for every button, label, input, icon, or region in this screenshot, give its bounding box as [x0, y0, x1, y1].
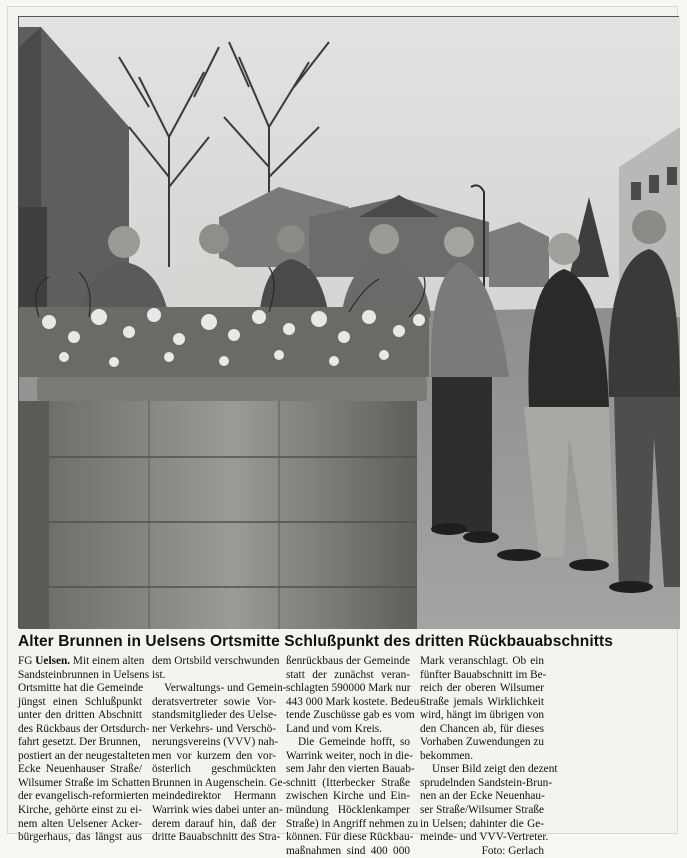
article-line: nen an der Ecke Neuenhau-: [420, 790, 545, 803]
article-line: in Uelsen; dahinter die Ge-: [420, 817, 544, 830]
article-line: nem alten Uelsener Acker-: [18, 817, 142, 830]
article-line: meindedirektor Hermann: [152, 790, 276, 803]
article-line: Vorhaben Zuwendungen zu: [420, 736, 545, 749]
article-line: Ortsmitte hat die Gemeinde: [18, 682, 144, 695]
article-line: Warrink weiter, noch in die-: [286, 749, 413, 762]
article-headline: Alter Brunnen in Uelsens Ortsmitte Schlußpunkt des dritten Rückbauabschnitts: [18, 633, 613, 650]
article-column-3: [286, 655, 424, 857]
article-line: deratsvertreter sowie Vor-: [152, 695, 276, 708]
article-line: bürgerhaus, das längst aus: [18, 831, 142, 844]
article-line: standsmitglieder des Uelse-: [152, 709, 277, 722]
article-line: Sandsteinbrunnen in Uelsens: [18, 668, 150, 681]
article-line: Mark veranschlagt. Ob ein: [420, 655, 544, 667]
article-line: men vor kurzem den vor-: [152, 749, 276, 762]
article-line: postiert an der neugestalteten: [18, 749, 151, 762]
article-column-2: [152, 655, 287, 844]
article-line: den Chancen ab, für dieses: [420, 722, 544, 735]
article-line: der evangelisch-reformierten: [18, 790, 149, 803]
article-line: Straße jemals Wirklichkeit: [420, 695, 544, 708]
article-line: Warrink wies dabei unter an-: [152, 804, 283, 817]
article-line: ser Straße/Wilsumer Straße: [420, 804, 544, 817]
article-line: ist.: [152, 668, 166, 681]
article-line: statt der zunächst veran-: [286, 668, 410, 681]
article-line: Land und vom Kreis.: [286, 722, 383, 735]
article-line: Kirche, gehörte einst zu ei-: [18, 804, 142, 817]
photo-illustration: [19, 17, 680, 629]
article-line: schnitt (Itterbecker Straße: [286, 776, 410, 789]
article-line: maßnahmen sind 400 000: [286, 844, 410, 857]
article-line: dritte Bauabschnitt des Stra-: [152, 831, 281, 844]
article-line: Wilsumer Straße im Schatten: [18, 776, 151, 789]
article-line: Die Gemeinde hofft, so: [298, 736, 410, 749]
article-line: nerungsvereins (VVV) nah-: [152, 736, 279, 749]
article-line: jüngst einen Schlußpunkt: [18, 695, 142, 708]
article-column-1: [18, 655, 151, 844]
article-line: Foto: Gerlach: [481, 844, 544, 857]
article-line: sprudelnden Sandstein-Brun-: [420, 776, 553, 789]
article-line: bekommen.: [420, 749, 474, 762]
article-line: ner Verkehrs- und Verschö-: [152, 722, 276, 735]
news-photo: [18, 16, 679, 628]
article-column-4: [420, 655, 558, 857]
article-line: fahrt gesetzt. Der Brunnen,: [18, 736, 141, 749]
article-line: derem darauf hin, daß der: [152, 817, 276, 830]
article-line: zwischen Kirche und Ein-: [286, 790, 410, 803]
article-line: FG Uelsen. Mit einem alten: [18, 655, 145, 667]
article-line: Unser Bild zeigt den dezent: [432, 763, 558, 776]
newspaper-clipping: [7, 6, 678, 857]
well-illustration: [19, 377, 427, 629]
article-line: dem Ortsbild verschwunden: [152, 655, 280, 667]
article-line: reich der oberen Wilsumer: [420, 682, 544, 695]
article-line: mündung Höcklenkamper: [286, 804, 410, 817]
article-line: können. Für diese Rückbau-: [286, 831, 414, 844]
article-line: des Rückbaus der Ortsdurch-: [18, 722, 150, 735]
article-line: Ecke Neuenhauser Straße/: [18, 763, 142, 776]
article-body: [18, 655, 680, 857]
article-line: meinde- und VVV-Vertreter.: [420, 831, 549, 844]
article-line: ßenrückbaus der Gemeinde: [286, 655, 410, 667]
article-line: wird, hängt im übrigen von: [420, 709, 544, 722]
article-line: Verwaltungs- und Gemein-: [164, 682, 287, 695]
article-line: fünfter Bauabschnitt im Be-: [420, 668, 547, 681]
article-line: Straße) in Angriff nehmen zu: [286, 817, 419, 830]
article-line: Brunnen in Augenschein. Ge-: [152, 776, 287, 789]
article-line: unter den dritten Abschnitt: [18, 709, 142, 722]
article-line: schlagten 590000 Mark nur: [286, 682, 411, 695]
article-line: österlich geschmückten: [152, 763, 276, 776]
article-line: sem Jahr den vierten Bauab-: [286, 763, 415, 776]
article-line: tende Zuschüsse gab es vom: [286, 709, 415, 722]
article-line: 443 000 Mark kostete. Bedeu-: [286, 695, 424, 708]
